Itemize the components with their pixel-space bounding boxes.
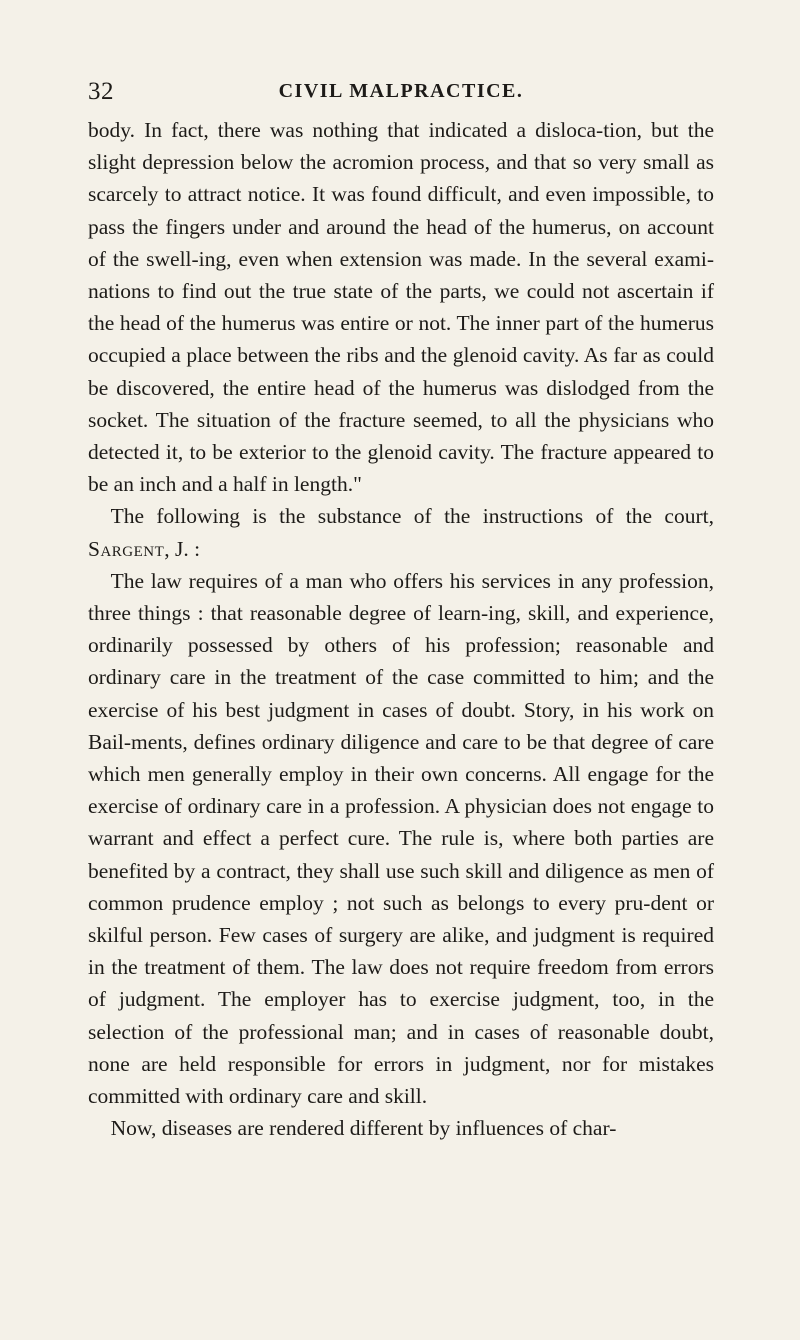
- running-head: CIVIL MALPRACTICE.: [278, 80, 524, 102]
- paragraph: body. In fact, there was nothing that indicated a disloca-tion, but the slight depression below the acromion process, and that so very small as scarcely to attract notice. It was found difficult, and even impossible, to pass the fingers under and around the head of the humerus, on account of the swell-ing, even when extension was made. In the several exami-nations to find out the true state of the parts, we could not ascertain if the head of the humerus was entire or not. The inner part of the humerus occupied a place between the ribs and the glenoid cavity. As far as could be discovered, the entire head of the humerus was dislodged from the socket. The situation of the fracture seemed, to all the physicians who detected it, to be exterior to the glenoid cavity. The fracture appeared to be an inch and a half in length.": [88, 118, 714, 497]
- body-text: [88, 114, 714, 1145]
- paragraph: [88, 500, 714, 564]
- paragraph: The law requires of a man who offers his services in any profession, three things : that reasonable degree of learn-ing, skill, and experience, ordinarily possessed by others of his profession; reasonable and ordinary care in the treatment of the case committed to him; and the exercise of his best judgment in cases of doubt. Story, in his work on Bail-ments, defines ordinary diligence and care to be that degree of care which men generally employ in their own concerns. All engage for the exercise of ordinary care in a profession. A physician does not engage to warrant and effect a perfect cure. The rule is, where both parties are benefited by a contract, they shall use such skill and diligence as men of common prudence employ ; not such as belongs to every pru-dent or skilful person. Few cases of surgery are alike, and judgment is required in the treatment of them. The law does not require freedom from errors of judgment. The employer has to exercise judgment, too, in the selection of the professional man; and in cases of reasonable doubt, none are held responsible for errors in judgment, nor for mistakes committed with ordinary care and skill.: [88, 568, 714, 1109]
- page-number: 32: [88, 78, 114, 105]
- paragraph-text: The following is the substance of the instructions of the court,: [110, 504, 714, 529]
- judge-name: Sargent: [88, 536, 165, 561]
- page-header: [88, 78, 714, 108]
- paragraph: Now, diseases are rendered different by influences of char-: [110, 1116, 617, 1141]
- paragraph-text: , J. :: [164, 536, 201, 561]
